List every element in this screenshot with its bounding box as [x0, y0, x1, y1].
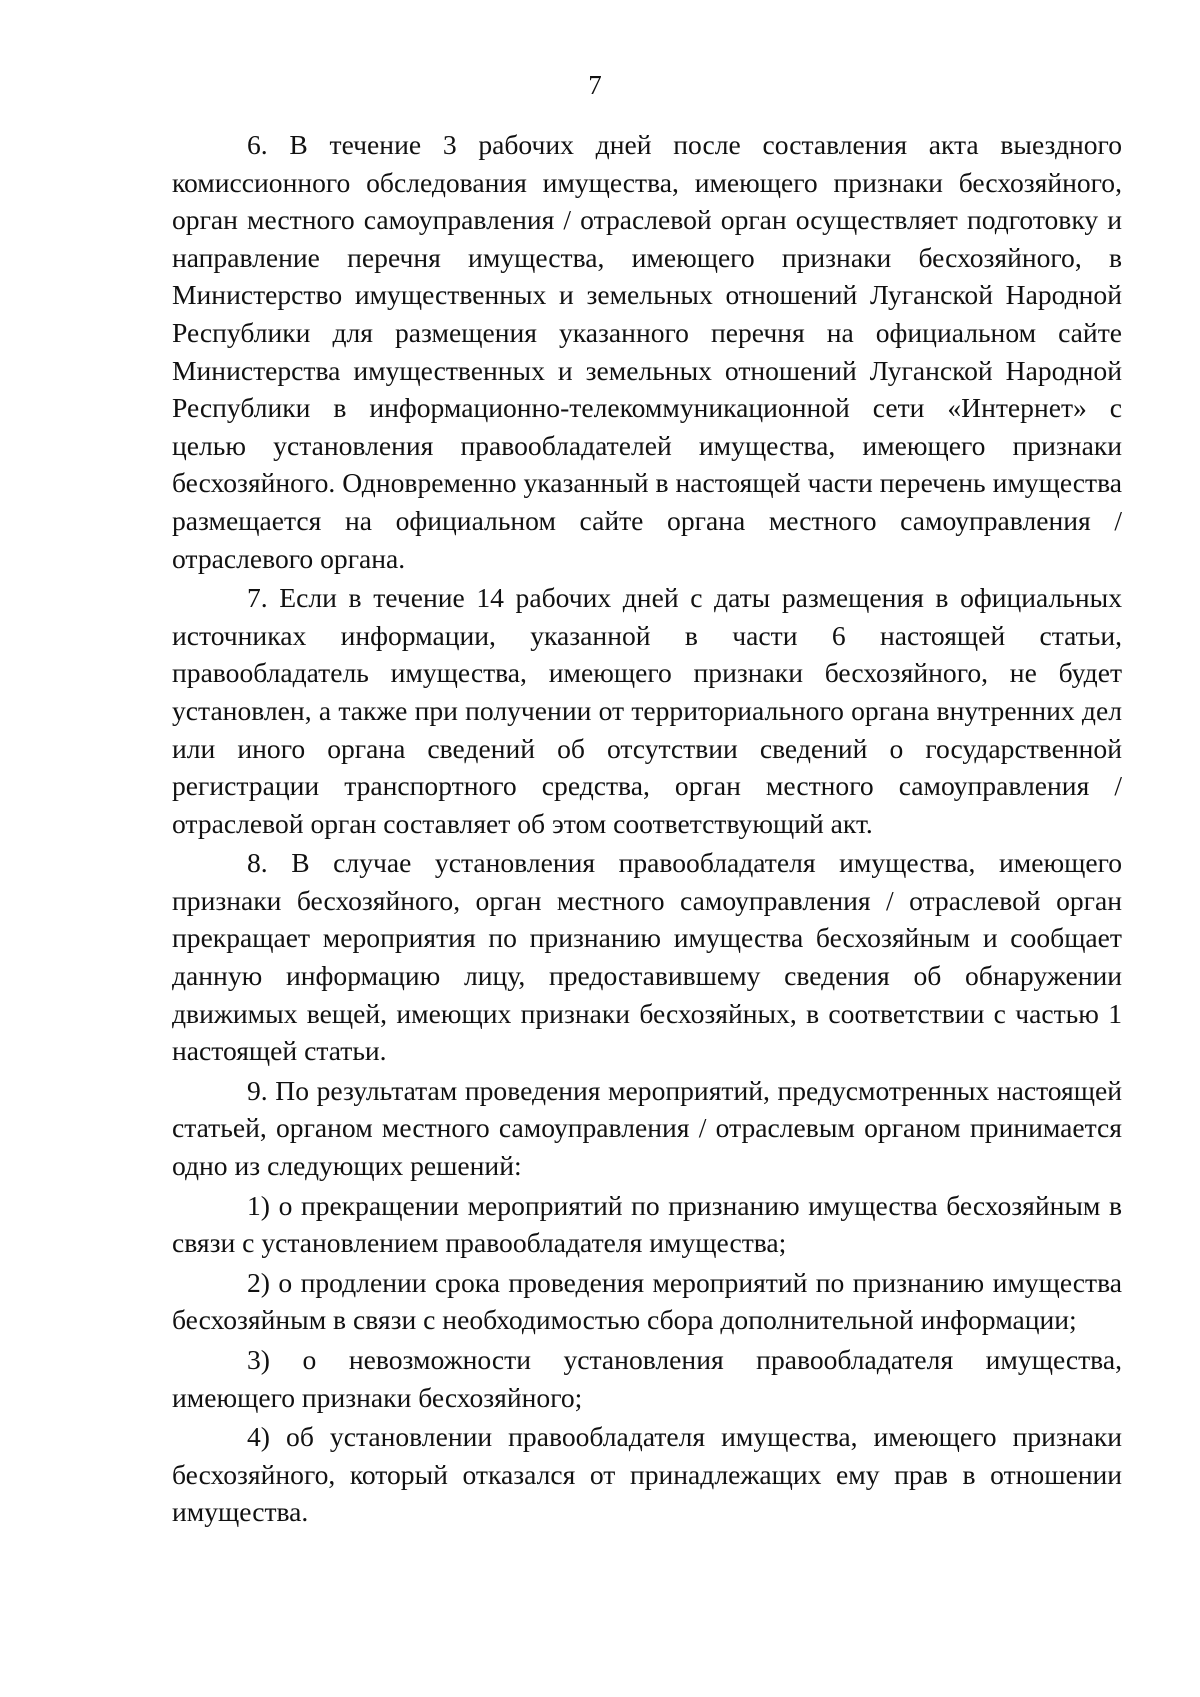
paragraph-part-9: 9. По результатам проведения мероприятий, предусмотренных настоящей статьей, органом местного самоуправления / отраслевым органом принимается одно из следующих решений:	[172, 1074, 1122, 1182]
decision-item-4: 4) об установлении правообладателя имущества, имеющего признаки бесхозяйного, который отказался от принадлежащих ему прав в отношении имущества.	[172, 1421, 1122, 1528]
paragraph-part-6: 6. В течение 3 рабочих дней после составления акта выездного комиссионного обследования имущества, имеющего признаки бесхозяйного, орган местного самоуправления / отраслевой орган осуществляет подготовку и направление перечня имущества, имеющего признаки бесхозяйного, в Министерство имущественных и земельных отношений Луганской Народной Республики для размещения указанного перечня на официальном сайте Министерства имущественных и земельных отношений Луганской Народной Республики в информационно-телекоммуникационной сети «Интернет» с целью установления правообладателей имущества, имеющего признаки бесхозяйного. Одновременно указанный в настоящей части перечень имущества размещается на официальном сайте органа местного самоуправления / отраслевого органа.	[172, 129, 1122, 574]
paragraph-part-8: 8. В случае установления правообладателя имущества, имеющего признаки бесхозяйного, орган местного самоуправления / отраслевой орган прекращает мероприятия по признанию имущества бесхозяйным и сообщает данную информацию лицу, предоставившему сведения об обнаружении движимых вещей, имеющих признаки бесхозяйных, в соответствии с частью 1 настоящей статьи.	[172, 847, 1122, 1067]
page-number: 7	[588, 70, 602, 100]
document-body	[172, 126, 1122, 1531]
paragraph-part-7: 7. Если в течение 14 рабочих дней с даты размещения в официальных источниках информации, указанной в части 6 настоящей статьи, правообладатель имущества, имеющего признаки бесхозяйного, не будет установлен, а также при получении от территориального органа внутренних дел или иного органа сведений об отсутствии сведений о государственной регистрации транспортного средства, орган местного самоуправления / отраслевой орган составляет об этом соответствующий акт.	[172, 582, 1122, 839]
decision-item-3: 3) о невозможности установления правообладателя имущества, имеющего признаки бесхозяйного;	[172, 1344, 1122, 1413]
decision-item-1: 1) о прекращении мероприятий по признанию имущества бесхозяйным в связи с установлением правообладателя имущества;	[172, 1189, 1122, 1259]
decision-item-2: 2) о продлении срока проведения мероприятий по признанию имущества бесхозяйным в связи с необходимостью сбора дополнительной информации;	[172, 1266, 1122, 1336]
